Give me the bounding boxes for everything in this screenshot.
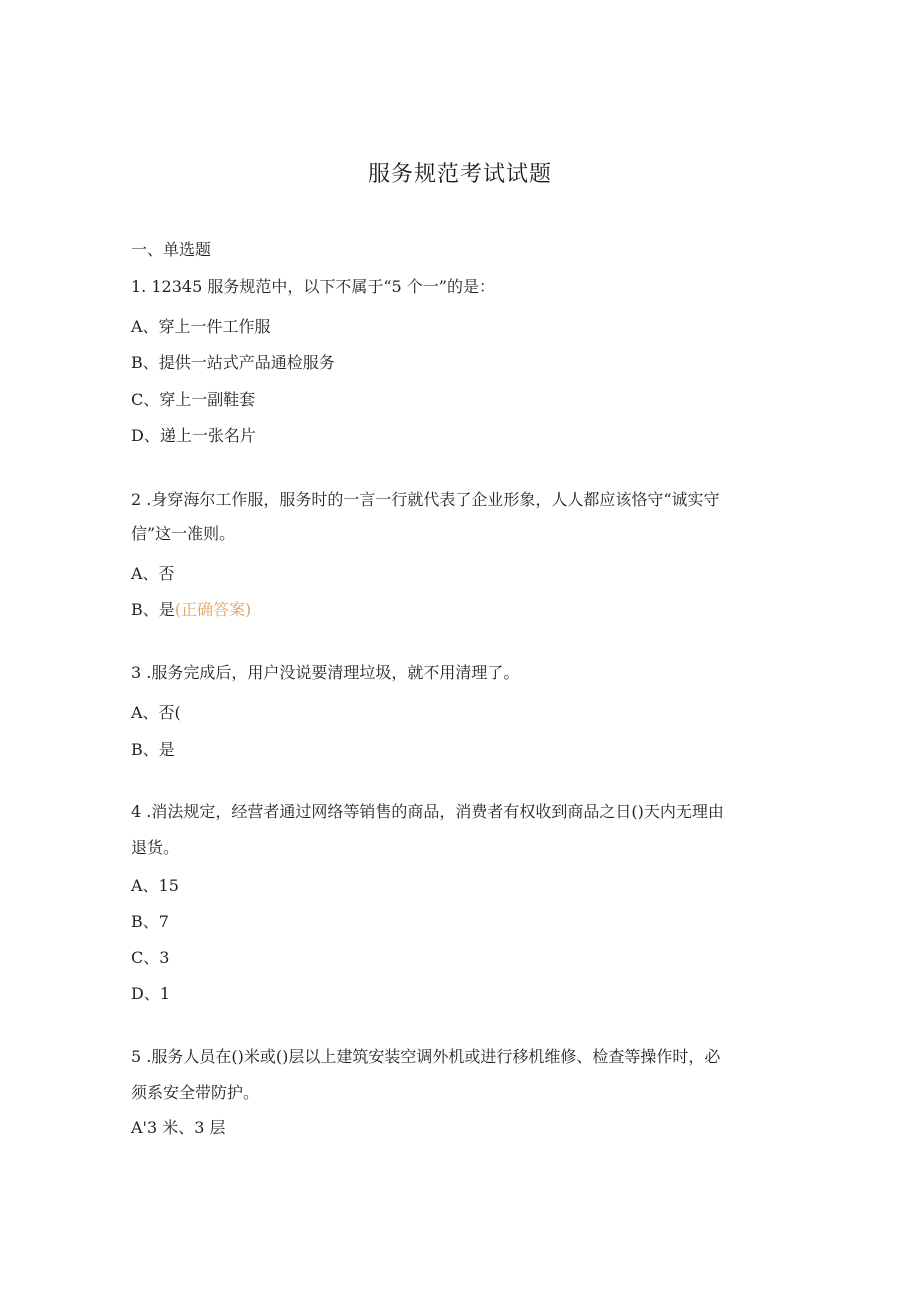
- question-4-line-2: 退货。: [131, 838, 180, 857]
- q4-option-b: B、7: [131, 912, 169, 931]
- section-heading: 一、单选题: [131, 240, 212, 259]
- q2-option-b: [131, 600, 251, 620]
- q4-option-d: D、1: [131, 984, 171, 1003]
- question-1: 1. 12345 服务规范中，以下不属于“5 个一”的是：: [131, 277, 495, 296]
- q1-option-c: C、穿上一副鞋套: [131, 390, 256, 409]
- q5-option-a: A'3 米、3 层: [131, 1118, 226, 1137]
- question-2-line-2: 信”这一准则。: [131, 524, 236, 543]
- question-3: 3 .服务完成后，用户没说要清理垃圾，就不用清理了。: [131, 663, 520, 682]
- q2-option-a: A、否: [131, 564, 175, 583]
- q4-option-c: C、3: [131, 948, 170, 967]
- page-title: 服务规范考试试题: [367, 162, 552, 187]
- q2-option-b-label: B、是: [131, 600, 175, 619]
- q4-option-a: A、15: [131, 876, 179, 895]
- question-5-line-2: 须系安全带防护。: [131, 1083, 260, 1102]
- q3-option-a: A、否(: [131, 703, 181, 722]
- question-4-line-1: 4 .消法规定，经营者通过网络等销售的商品，消费者有权收到商品之日()天内无理由: [131, 802, 724, 821]
- q1-option-b: B、提供一站式产品通检服务: [131, 353, 335, 372]
- question-5-line-1: 5 .服务人员在()米或()层以上建筑安装空调外机或进行移机维修、检查等操作时，必: [131, 1047, 721, 1066]
- question-2-line-1: 2 .身穿海尔工作服，服务时的一言一行就代表了企业形象，人人都应该恪守“诚实守: [131, 490, 720, 509]
- q1-option-a: A、穿上一件工作服: [131, 317, 271, 336]
- q3-option-b: B、是: [131, 740, 175, 759]
- correct-answer-mark: (正确答案): [174, 600, 252, 619]
- q1-option-d: D、递上一张名片: [131, 426, 256, 445]
